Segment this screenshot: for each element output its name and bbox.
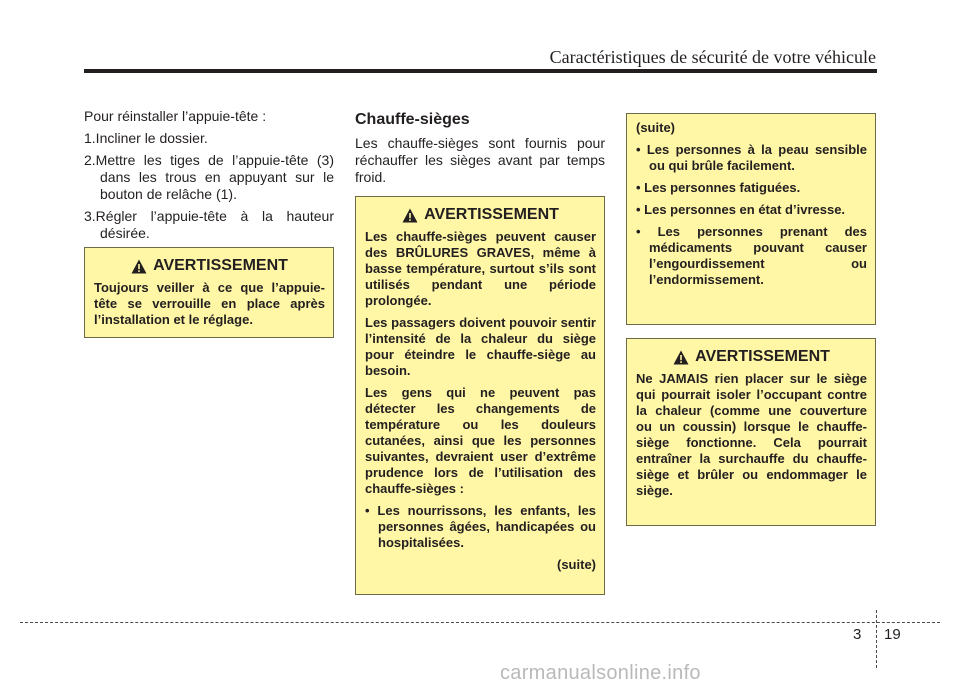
section-intro: Les chauffe-sièges sont fournis pour réchauffer les sièges avant par temps froid. (355, 135, 605, 185)
page-number-separator (876, 610, 877, 668)
warning-title: AVERTISSEMENT (424, 206, 559, 223)
header-rule (84, 69, 877, 73)
column-1 (84, 108, 334, 247)
warning-box-insulation (626, 338, 876, 526)
page-header-title: Caractéristiques de sécurité de votre véhicule (549, 47, 876, 67)
warning-paragraph: Les chauffe-sièges peuvent causer des BRÛLURES GRAVES, même à basse température, surtout s’ils sont utilisés pendant une période prolongée. (365, 229, 596, 308)
warning-box-continued (626, 113, 876, 325)
warning-triangle-icon (673, 350, 689, 365)
warning-header (636, 348, 867, 366)
reinstall-steps (84, 130, 334, 242)
warning-bullet: • Les personnes en état d’ivresse. (636, 202, 867, 218)
reinstall-intro: Pour réinstaller l’appuie-tête : (84, 108, 267, 124)
warning-header (94, 257, 325, 275)
warning-triangle-icon (131, 259, 147, 274)
continued-marker: (suite) (557, 557, 596, 572)
warning-paragraph: Les gens qui ne peuvent pas détecter les changements de température ou les douleurs cutanées, ainsi que les personnes suivantes, devraient user d’extrême prudence lors de l’utilisation des chauffe-sièges : (365, 385, 596, 496)
footer-rule (20, 622, 940, 623)
warning-bullet: • Les nourrissons, les enfants, les personnes âgées, handicapées ou hospitalisées. (365, 503, 596, 551)
warning-triangle-icon (402, 208, 418, 223)
column-2 (355, 108, 605, 191)
warning-bullet-list (365, 503, 596, 551)
warning-bullet: • Les personnes à la peau sensible ou qui brûle facilement. (636, 142, 867, 174)
continued-label: (suite) (636, 120, 675, 135)
warning-header (365, 206, 596, 224)
step-item: 2.Mettre les tiges de l’appuie-tête (3) dans les trous en appuyant sur le bouton de relâche (1). (84, 152, 334, 202)
warning-title: AVERTISSEMENT (695, 348, 830, 365)
step-item: 3.Régler l’appuie-tête à la hauteur désirée. (84, 208, 334, 241)
chapter-number: 3 (853, 626, 862, 643)
warning-bullet: • Les personnes fatiguées. (636, 180, 867, 196)
warning-text: Ne JAMAIS rien placer sur le siège qui pourrait isoler l’occupant contre la chaleur (comme une couverture ou un coussin) lorsque le chauffe-siège fonctionne. Cela pourrait entraîner la surchauffe du chauffe-siège et brûler ou endommager le siège. (636, 371, 867, 498)
warning-box-seat-heater (355, 196, 605, 595)
warning-bullet: • Les personnes prenant des médicaments pouvant causer l’engourdissement ou l’endormissement. (636, 224, 867, 288)
warning-box-headrest (84, 247, 334, 338)
step-item: 1.Incliner le dossier. (84, 130, 208, 146)
warning-paragraph: Les passagers doivent pouvoir sentir l’intensité de la chaleur du siège pour éteindre le chauffe-siège au besoin. (365, 315, 596, 378)
warning-bullet-list (636, 142, 867, 288)
warning-title: AVERTISSEMENT (153, 257, 288, 274)
page-number: 19 (884, 626, 901, 643)
warning-text: Toujours veiller à ce que l’appuie-tête se verrouille en place après l’installation et le réglage. (94, 280, 325, 327)
section-heading: Chauffe-sièges (355, 111, 470, 128)
watermark: carmanualsonline.info (500, 662, 701, 684)
